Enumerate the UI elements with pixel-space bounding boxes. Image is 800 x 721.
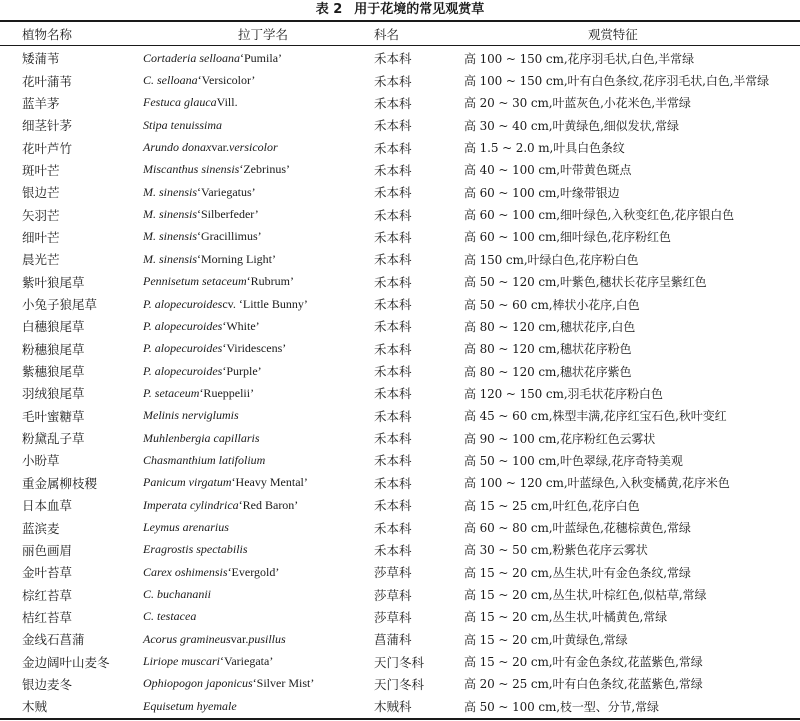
ornamental-features: 高 60 ~ 100 cm,叶缘带银边 [464,185,620,200]
family-name: 禾本科 [374,498,412,514]
table-row [0,472,800,494]
table-row [0,606,800,628]
plant-name: 小兔子狼尾草 [22,297,98,313]
family-name: 莎草科 [374,565,412,581]
family-name: 禾本科 [374,364,412,380]
family-name: 禾本科 [374,408,412,424]
family-name: 禾本科 [374,297,412,313]
family-name: 禾本科 [374,162,412,178]
plant-name: 白穗狼尾草 [22,319,85,335]
latin-italic-part: P. alopecuroides [143,318,223,333]
family-name: 禾本科 [374,118,412,134]
table-row [0,494,800,516]
family-name: 天门冬科 [374,654,425,670]
ornamental-features: 高 60 ~ 100 cm,细叶绿色,花序粉红色 [464,230,671,245]
latin-name [143,494,298,516]
table-row [0,136,800,158]
latin-italic-part: Chasmanthium latifolium [143,452,266,467]
ornamental-features: 高 100 ~ 120 cm,叶蓝绿色,入秋变橘黄,花序米色 [464,476,730,491]
latin-name [143,695,237,717]
table-header-row [0,22,800,45]
latin-name [143,315,260,337]
latin-italic-part: P. alopecuroides [143,363,223,378]
table-row [0,449,800,471]
plant-name: 重金属柳枝稷 [22,475,98,491]
plant-name: 花叶蒲苇 [22,73,73,89]
latin-italic-part: Pennisetum setaceum [143,274,247,289]
header-rule [0,45,800,46]
header-family: 科名 [374,26,400,42]
latin-name [143,136,278,158]
latin-name [143,271,294,293]
latin-name [143,92,238,114]
plant-name: 粉黛乱子草 [22,431,85,447]
latin-italic-part: M. sinensis [143,184,197,199]
latin-italic-part: versicolor [229,140,278,155]
ornamental-features: 高 50 ~ 100 cm,叶色翠绿,花序奇特美观 [464,453,683,468]
latin-name [143,203,259,225]
family-name: 禾本科 [374,51,412,67]
plant-name: 羽绒狼尾草 [22,386,85,402]
family-name: 莎草科 [374,587,412,603]
table-row [0,248,800,270]
plant-name: 紫穗狼尾草 [22,364,85,380]
latin-name [143,628,286,650]
plant-name: 晨光芒 [22,252,60,268]
latin-italic-part: Cortaderia selloana [143,50,241,65]
latin-italic-part: Miscanthus sinensis [143,162,240,177]
latin-plain-part: ‘Rueppelii’ [199,385,255,400]
latin-name [143,181,256,203]
family-name: 禾本科 [374,185,412,201]
latin-plain-part: ‘Gracillimus’ [197,229,262,244]
latin-italic-part: pusillus [248,631,286,646]
plant-name: 毛叶蜜糖草 [22,408,85,424]
table-row [0,539,800,561]
plant-name: 金叶苔草 [22,565,73,581]
table-row [0,338,800,360]
table-row [0,271,800,293]
table-row [0,114,800,136]
latin-italic-part: Equisetum hyemale [143,698,237,713]
ornamental-features: 高 15 ~ 20 cm,丛生状,叶棕红色,似枯草,常绿 [464,588,707,603]
latin-plain-part: ‘Zebrinus’ [239,162,290,177]
header-features: 观赏特征 [588,26,638,42]
table-row [0,650,800,672]
latin-name [143,248,276,270]
table-row [0,695,800,717]
plant-name: 小盼草 [22,453,60,469]
ornamental-features: 高 50 ~ 100 cm,枝一型、分节,常绿 [464,699,659,714]
latin-italic-part: Carex oshimensis [143,564,228,579]
ornamental-features: 高 100 ~ 150 cm,花序羽毛状,白色,半常绿 [464,51,694,66]
ornamental-features: 高 90 ~ 100 cm,花序粉红色云雾状 [464,431,656,446]
latin-italic-part: C. selloana [143,73,198,88]
plant-name: 木贼 [22,699,48,715]
table-row [0,181,800,203]
latin-italic-part: Stipa tenuissima [143,117,223,132]
latin-name [143,583,211,605]
latin-italic-part: Acorus gramineus [143,631,231,646]
latin-name [143,114,222,136]
ornamental-features: 高 50 ~ 60 cm,棒状小花序,白色 [464,297,640,312]
family-name: 菖蒲科 [374,632,412,648]
family-name: 禾本科 [374,252,412,268]
latin-plain-part: ‘Red Baron’ [238,497,299,512]
latin-name [143,360,262,382]
plant-name: 银边芒 [22,185,60,201]
plant-name: 紫叶狼尾草 [22,274,85,290]
ornamental-features: 高 120 ~ 150 cm,羽毛状花序粉白色 [464,386,663,401]
plant-name: 矢羽芒 [22,207,60,223]
table-row [0,226,800,248]
latin-name [143,427,260,449]
ornamental-features: 高 20 ~ 25 cm,叶有白色条纹,花蓝紫色,常绿 [464,677,703,692]
latin-italic-part: Eragrostis spectabilis [143,542,248,557]
plant-name: 细茎针茅 [22,118,73,134]
latin-italic-part: Ophiopogon japonicus [143,676,253,691]
ornamental-features: 高 60 ~ 100 cm,细叶绿色,入秋变红色,花序银白色 [464,208,735,223]
family-name: 莎草科 [374,609,412,625]
family-name: 禾本科 [374,386,412,402]
latin-plain-part: Vill. [216,95,238,110]
latin-plain-part: ‘Rubrum’ [246,274,294,289]
table-row [0,360,800,382]
ornamental-features: 高 15 ~ 20 cm,丛生状,叶橘黄色,常绿 [464,610,667,625]
table-row [0,69,800,91]
latin-italic-part: M. sinensis [143,207,197,222]
ornamental-features: 高 30 ~ 50 cm,粉紫色花序云雾状 [464,543,648,558]
ornamental-features: 高 80 ~ 120 cm,穗状花序紫色 [464,364,632,379]
ornamental-features: 高 1.5 ~ 2.0 m,叶具白色条纹 [464,141,625,156]
table-row [0,293,800,315]
plant-name: 蓝羊茅 [22,95,60,111]
latin-name [143,293,308,315]
ornamental-features: 高 150 cm,叶绿白色,花序粉白色 [464,252,639,267]
latin-italic-part: C. testacea [143,609,197,624]
latin-italic-part: C. buchananii [143,587,211,602]
ornamental-features: 高 45 ~ 60 cm,株型丰满,花序红宝石色,秋叶变红 [464,409,727,424]
family-name: 禾本科 [374,542,412,558]
latin-italic-part: M. sinensis [143,229,197,244]
latin-italic-part: Arundo donax [143,140,212,155]
plant-name: 粉穗狼尾草 [22,341,85,357]
latin-plain-part: ‘Silberfeder’ [197,207,259,222]
family-name: 禾本科 [374,319,412,335]
table-row [0,561,800,583]
latin-plain-part: ‘Purple’ [222,363,262,378]
latin-italic-part: P. alopecuroides [143,341,223,356]
plant-name: 金边阔叶山麦冬 [22,654,110,670]
family-name: 禾本科 [374,140,412,156]
table-row [0,583,800,605]
latin-italic-part: Melinis nerviglumis [143,408,239,423]
family-name: 天门冬科 [374,676,425,692]
ornamental-features: 高 50 ~ 120 cm,叶紫色,穗状长花序呈紫红色 [464,275,707,290]
latin-name [143,226,262,248]
latin-name [143,449,265,471]
plant-name: 日本血草 [22,498,73,514]
table-row [0,315,800,337]
family-name: 禾本科 [374,229,412,245]
ornamental-features: 高 15 ~ 20 cm,叶有金色条纹,花蓝紫色,常绿 [464,655,703,670]
latin-plain-part: ‘Silver Mist’ [252,676,315,691]
latin-name [143,650,273,672]
latin-plain-part: ‘Heavy Mental’ [231,475,308,490]
ornamental-features: 高 60 ~ 80 cm,叶蓝绿色,花穗棕黄色,常绿 [464,521,691,536]
latin-name [143,561,279,583]
ornamental-features: 高 80 ~ 120 cm,穗状花序粉色 [464,342,632,357]
table-row [0,405,800,427]
latin-name [143,382,254,404]
ornamental-features: 高 40 ~ 100 cm,叶带黄色斑点 [464,163,632,178]
plant-name: 金线石菖蒲 [22,632,85,648]
latin-italic-part: P. setaceum [143,385,200,400]
latin-name [143,606,196,628]
plant-name: 斑叶芒 [22,162,60,178]
plant-name: 桔红苔草 [22,609,73,625]
ornamental-features: 高 15 ~ 20 cm,丛生状,叶有金色条纹,常绿 [464,565,691,580]
latin-plain-part: ‘Evergold’ [227,564,280,579]
header-latin-name: 拉丁学名 [238,26,289,42]
ornamental-features: 高 15 ~ 20 cm,叶黄绿色,常绿 [464,632,628,647]
latin-italic-part: Liriope muscari [143,654,221,669]
latin-name [143,472,308,494]
family-name: 禾本科 [374,431,412,447]
latin-plain-part: ‘Viridescens’ [222,341,287,356]
table-number: 表 2 [315,2,343,17]
latin-name [143,539,248,561]
plant-name: 矮蒲苇 [22,51,60,67]
family-name: 禾本科 [374,453,412,469]
family-name: 禾本科 [374,341,412,357]
family-name: 禾本科 [374,73,412,89]
latin-italic-part: Imperata cylindrica [143,497,239,512]
latin-plain-part: ‘Variegatus’ [197,184,256,199]
latin-name [143,516,229,538]
ornamental-features: 高 80 ~ 120 cm,穗状花序,白色 [464,319,636,334]
latin-italic-part: Festuca glauca [143,95,217,110]
latin-name [143,673,314,695]
latin-plain-part: ‘Versicolor’ [197,73,256,88]
table-row [0,516,800,538]
table-row [0,673,800,695]
latin-italic-part: Muhlenbergia capillaris [143,430,260,445]
ornamental-features: 高 20 ~ 30 cm,叶蓝灰色,小花米色,半常绿 [464,96,691,111]
latin-plain-part: var. [211,140,229,155]
ornamental-features: 高 15 ~ 25 cm,叶红色,花序白色 [464,498,640,513]
table-row [0,47,800,69]
family-name: 禾本科 [374,520,412,536]
table-row [0,628,800,650]
ornamental-features: 高 30 ~ 40 cm,叶黄绿色,细似发状,常绿 [464,118,679,133]
family-name: 禾本科 [374,95,412,111]
table-row [0,427,800,449]
plant-name: 银边麦冬 [22,676,73,692]
bottom-rule [0,718,800,720]
plant-name: 丽色画眉 [22,542,73,558]
latin-name [143,69,255,91]
latin-italic-part: Leymus arenarius [143,520,229,535]
ornamental-features: 高 100 ~ 150 cm,叶有白色条纹,花序羽毛状,白色,半常绿 [464,74,770,89]
latin-plain-part: ‘White’ [222,318,260,333]
latin-plain-part: var. [230,631,249,646]
header-plant-name: 植物名称 [22,26,73,42]
latin-plain-part: ‘Pumila’ [240,50,283,65]
table-caption [0,2,800,18]
table-title: 用于花境的常见观赏草 [354,2,485,17]
plant-name: 细叶芒 [22,229,60,245]
table-row [0,159,800,181]
latin-italic-part: Panicum virgatum [143,475,232,490]
latin-plain-part: cv. ‘Little Bunny’ [222,296,308,311]
latin-name [143,405,239,427]
plant-name: 蓝滨麦 [22,520,60,536]
family-name: 禾本科 [374,207,412,223]
latin-italic-part: M. sinensis [143,251,197,266]
table-row [0,203,800,225]
latin-plain-part: ‘Variegata’ [220,654,274,669]
family-name: 禾本科 [374,475,412,491]
latin-name [143,47,282,69]
table-row [0,382,800,404]
latin-italic-part: P. alopecuroides [143,296,223,311]
plant-name: 棕红苔草 [22,587,73,603]
latin-name [143,159,290,181]
family-name: 木贼科 [374,699,412,715]
table-row [0,92,800,114]
latin-name [143,338,286,360]
plant-name: 花叶芦竹 [22,140,73,156]
latin-plain-part: ‘Morning Light’ [197,251,276,266]
family-name: 禾本科 [374,274,412,290]
